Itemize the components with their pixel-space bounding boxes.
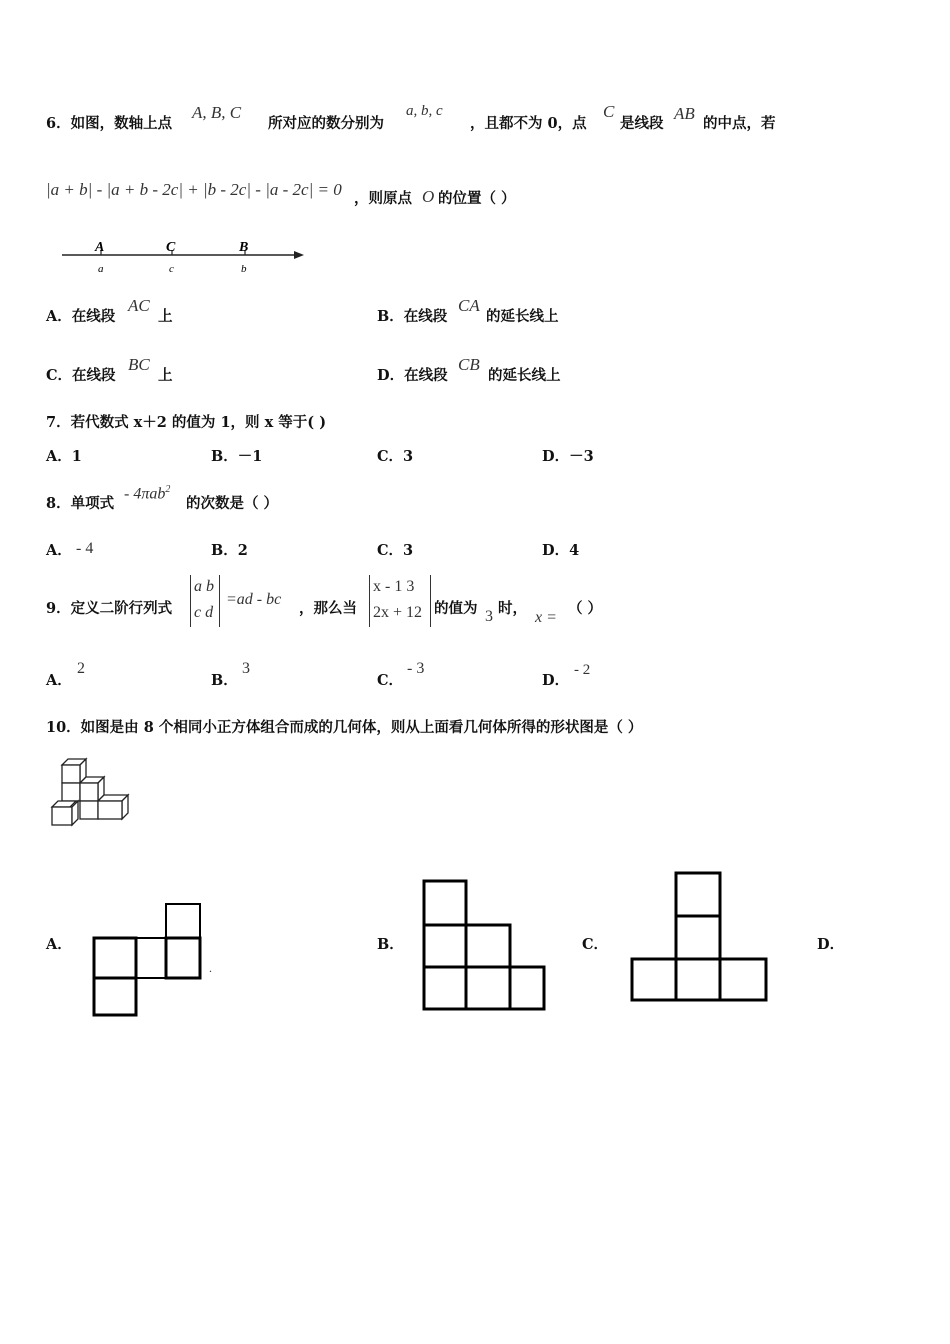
q6-line-label-A: A [95, 240, 105, 255]
q6-stem-mid3: 是线段 [620, 115, 664, 132]
q6-line-label-B: B [239, 240, 249, 255]
q9-option-a-value: 2 [77, 660, 85, 677]
q10-option-a: A． [46, 936, 72, 953]
q6-segment-ab: AB [674, 104, 695, 123]
q6-option-b-label: B．在线段 [377, 308, 448, 325]
q9-option-b: B． [211, 672, 238, 689]
q6-equation: |a + b| - |a + b - 2c| + |b - 2c| - |a - 2c| = 0 [46, 180, 342, 199]
q6-option-b-segment: CA [458, 296, 480, 315]
q9-det2-row2: 2x + 12 [373, 604, 423, 621]
q7-option-a: A．1 [46, 448, 82, 465]
q6-points: A, B, C [192, 103, 242, 122]
q8-monomial [124, 485, 170, 502]
q6-option-d-tail: 的延长线上 [488, 367, 561, 384]
q8-option-a: A． [46, 542, 72, 559]
q9-stem-mid: ，那么当 [299, 600, 357, 617]
q6-option-b-tail: 的延长线上 [486, 308, 559, 325]
q6-stem-mid1: 所对应的数分别为 [268, 115, 384, 132]
q10-option-d: D． [817, 936, 845, 953]
q9-option-d-value: - 2 [574, 662, 591, 678]
q8-monomial-base: - 4πab [124, 485, 166, 503]
q9-stem-mid2: 的值为 [434, 600, 478, 617]
q6-stem-after2: 的位置（ ） [438, 190, 516, 207]
q10-option-b: B． [377, 936, 404, 953]
q10-stem: 10．如图是由 8 个相同小正方体组合而成的几何体，则从上面看几何体所得的形状图是（ ） [46, 719, 643, 736]
q8-option-d: D．4 [542, 542, 580, 559]
q10-option-c: C． [582, 936, 609, 953]
q6-point-c: C [603, 102, 615, 121]
q7-option-d: D．－3 [542, 448, 594, 465]
q6-option-a-tail: 上 [158, 308, 173, 325]
q6-stem-after: ，则原点 [354, 190, 412, 207]
q6-line-label-C: C [166, 240, 176, 255]
q8-stem-prefix: 8．单项式 [46, 495, 115, 512]
q9-det1-expansion: =ad - bc [226, 591, 282, 608]
q6-option-c-label: C．在线段 [46, 367, 116, 384]
q10-cube-figure [50, 756, 134, 828]
q9-stem-prefix: 9．定义二阶行列式 [46, 600, 173, 617]
q9-option-c-value: - 3 [407, 660, 425, 677]
q9-determinant-definition [190, 575, 220, 627]
q7-option-b: B．－1 [211, 448, 263, 465]
q6-origin-o: O [422, 187, 435, 206]
q8-monomial-exponent: 2 [165, 484, 171, 495]
q9-option-c: C． [377, 672, 404, 689]
q9-det1-row1: a b [194, 578, 214, 595]
q6-option-c-tail: 上 [158, 367, 173, 384]
q6-stem-mid2: ，且都不为 0，点 [470, 115, 587, 132]
q6-option-d-segment: CB [458, 355, 480, 374]
q8-stem-suffix: 的次数是（ ） [186, 495, 279, 512]
q6-line-value-c: c [169, 263, 174, 275]
q10-option-a-dot: . [209, 961, 212, 975]
q9-answer-paren: （ ） [568, 600, 603, 617]
q6-number-line [60, 236, 310, 280]
q9-det2-row1: x - 1 3 [373, 578, 415, 595]
q10-option-b-figure [422, 879, 548, 1013]
q9-value-three: 3 [485, 608, 493, 625]
q10-option-a-figure [92, 902, 212, 1018]
q8-option-c: C．3 [377, 542, 414, 559]
q7-stem: 7．若代数式 x＋2 的值为 1，则 x 等于( ) [46, 414, 327, 431]
q7-option-c: C．3 [377, 448, 414, 465]
q8-option-b: B．2 [211, 542, 248, 559]
q6-line-value-b: b [241, 263, 247, 275]
q9-option-a: A． [46, 672, 72, 689]
q6-option-c-segment: BC [128, 355, 150, 374]
q6-stem-mid4: 的中点，若 [703, 115, 776, 132]
q9-stem-mid3: 时， [498, 600, 527, 617]
q10-option-c-figure [630, 871, 770, 1003]
q6-line-value-a: a [98, 263, 104, 275]
q6-option-a-label: A．在线段 [46, 308, 116, 325]
q9-det1-row2: c d [194, 604, 214, 621]
q9-x-equals: x = [535, 609, 557, 626]
q6-stem-prefix: 6．如图，数轴上点 [46, 115, 173, 132]
q6-option-a-segment: AC [128, 296, 150, 315]
q9-option-b-value: 3 [242, 660, 250, 677]
q6-option-d-label: D．在线段 [377, 367, 448, 384]
q9-option-d: D． [542, 672, 570, 689]
q6-values: a, b, c [406, 103, 443, 119]
q8-option-a-value: - 4 [76, 540, 94, 557]
q9-determinant-given [369, 575, 431, 627]
